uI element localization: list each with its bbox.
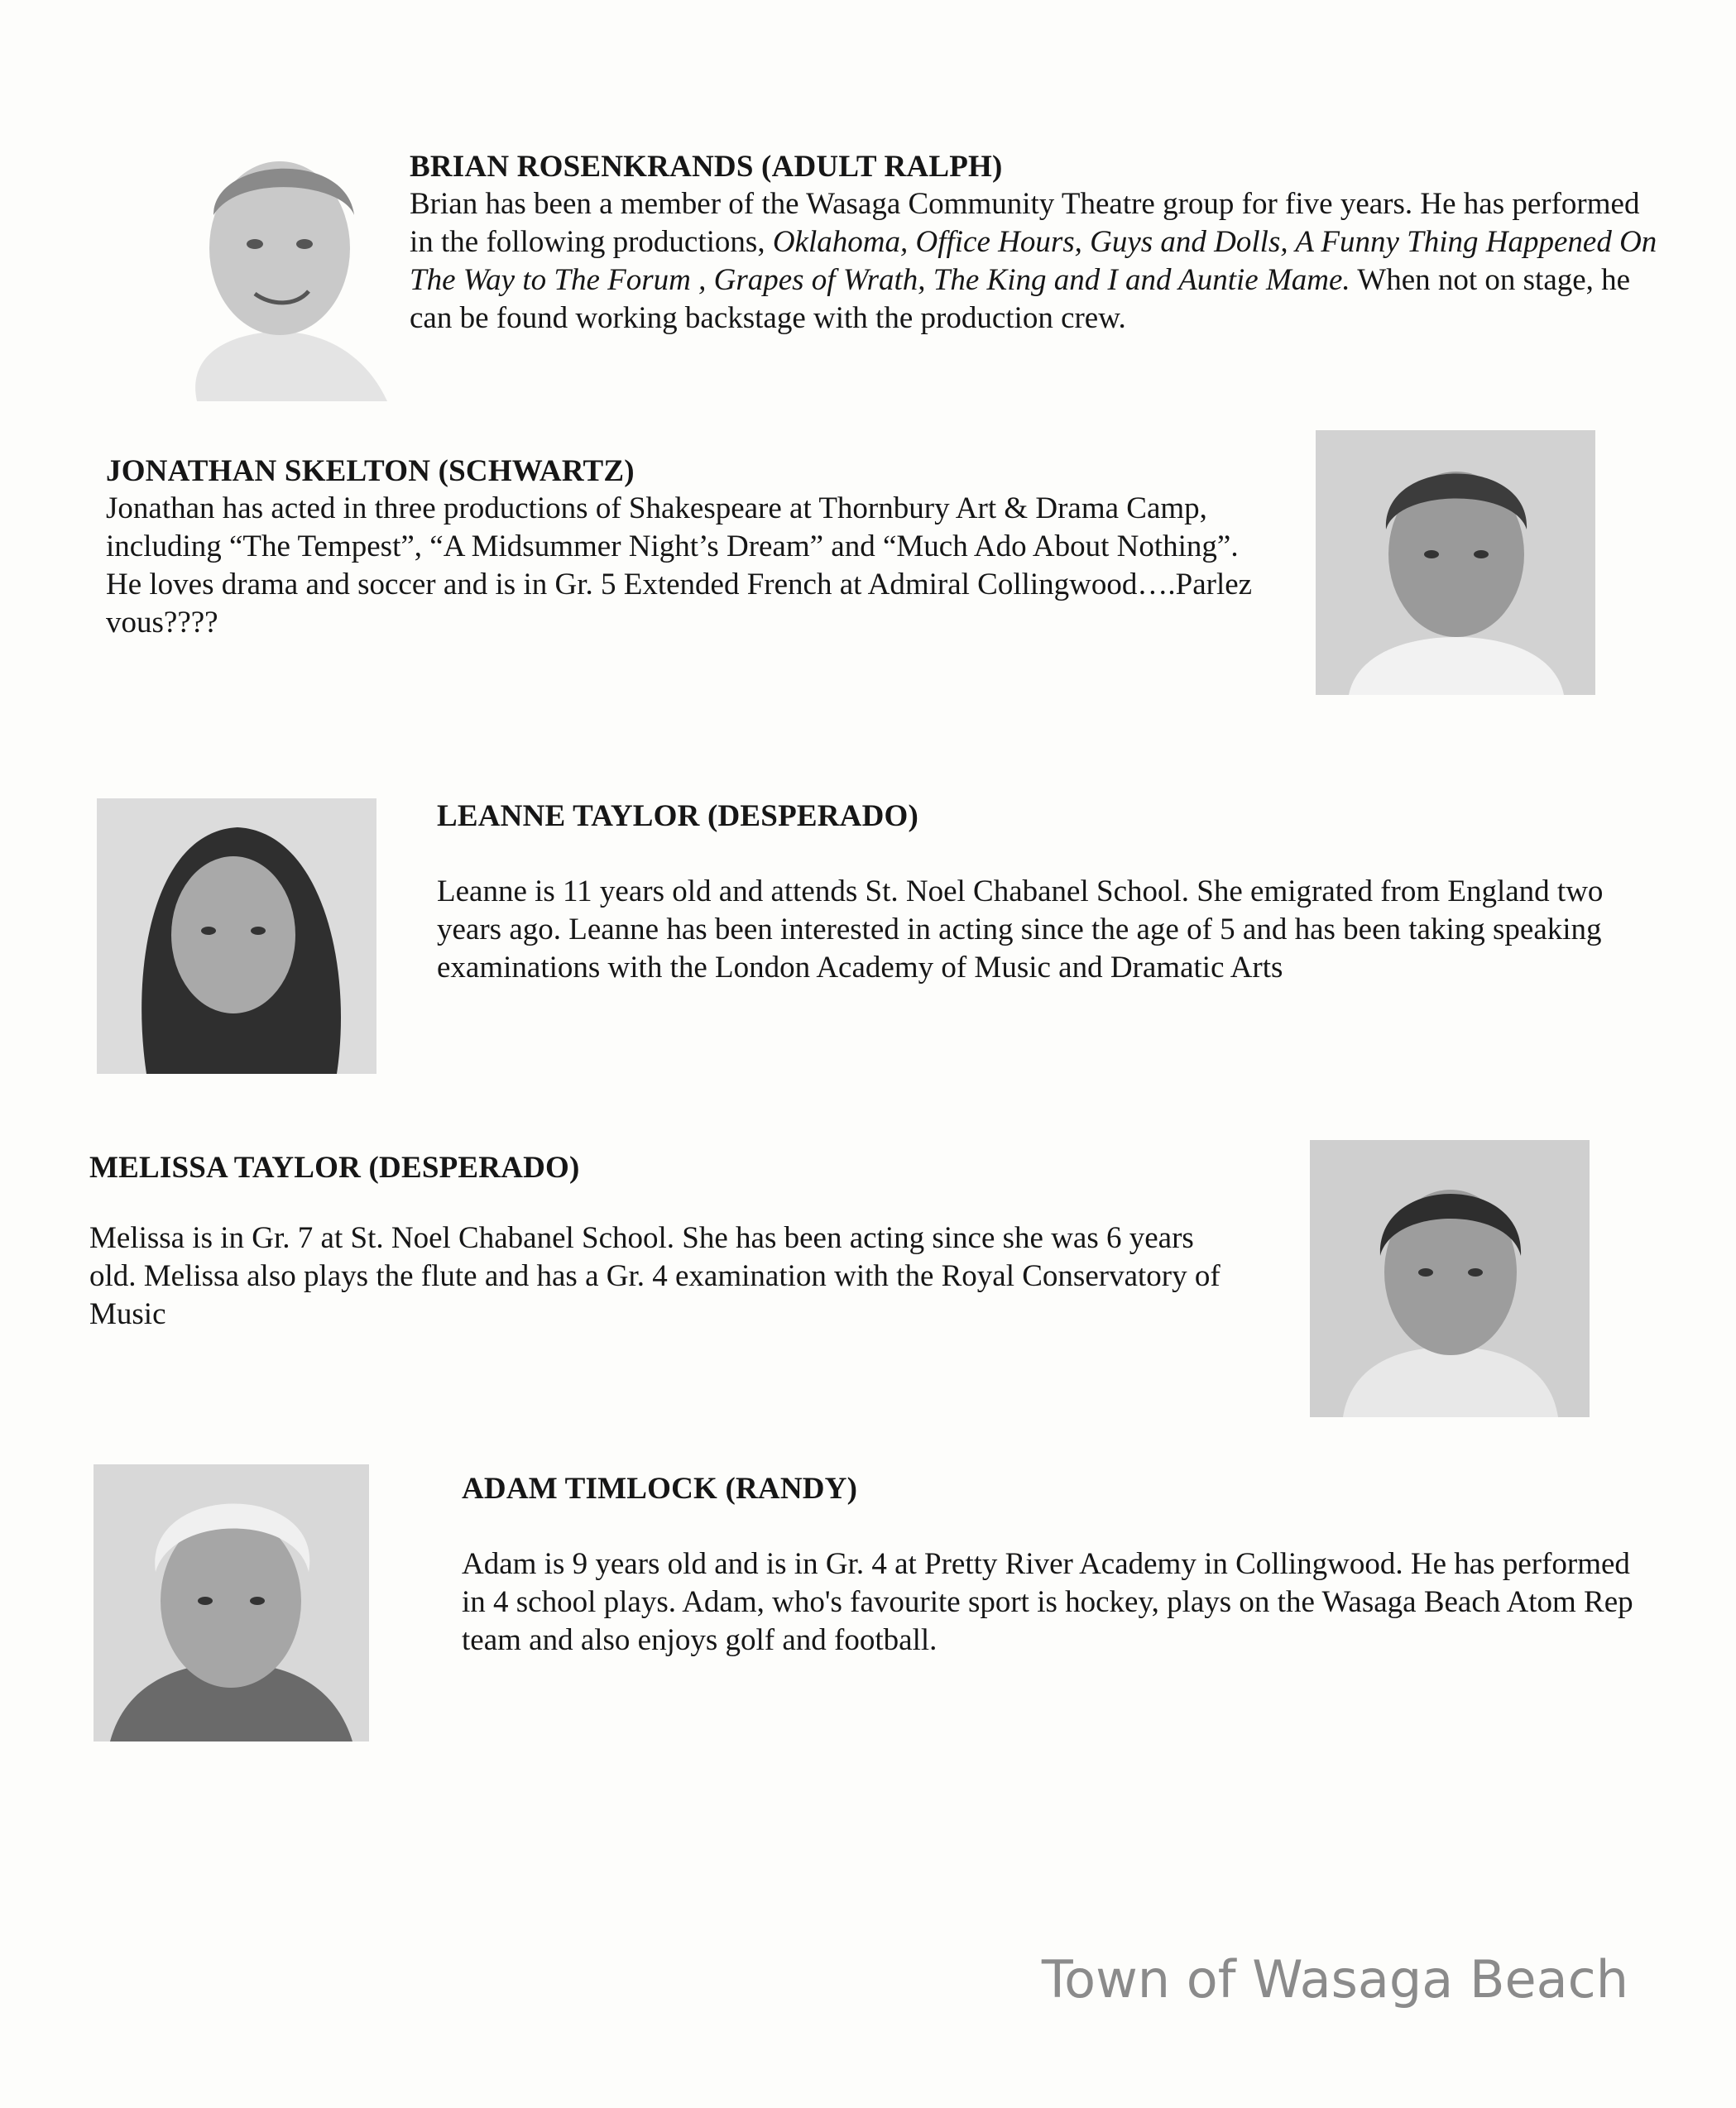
- photo-jonathan-skelton: [1316, 430, 1595, 695]
- cast-entry-leanne-taylor: [437, 798, 1612, 987]
- cast-bio: Adam is 9 years old and is in Gr. 4 at Pretty River Academy in Collingwood. He has performed in 4 school plays. Adam, who's favourite sport is hockey, plays on the Wasaga Beach Atom Rep team and also enjoys golf and football.: [462, 1547, 1633, 1658]
- cast-bio: Jonathan has acted in three productions of Shakespeare at Thornbury Art & Drama Camp, including “The Tempest”, “A Midsummer Night’s Dream” and “Much Ado About Nothing”. He loves drama and soccer and is in Gr. 5 Extended French at Admiral Collingwood….Parlez vous????: [106, 491, 1253, 640]
- cast-name: LEANNE TAYLOR (DESPERADO): [437, 799, 919, 833]
- portrait-silhouette: [97, 798, 376, 1074]
- photo-melissa-taylor: [1310, 1140, 1590, 1417]
- portrait-silhouette: [1316, 430, 1595, 695]
- cast-name: ADAM TIMLOCK (RANDY): [462, 1472, 858, 1506]
- portrait-silhouette: [164, 116, 396, 401]
- cast-entry-melissa-taylor: [89, 1150, 1248, 1334]
- cast-bio: Brian has been a member of the Wasaga Community Theatre group for five years. He has performed in the following productions, Oklahoma, Office Hours, Guys and Dolls, A Funny Thing Happened On The Way to The Forum , Grapes of Wrath, The King and I and Auntie Mame. When not on stage, he can be found working backstage with the production crew.: [410, 187, 1657, 336]
- cast-name: MELISSA TAYLOR (DESPERADO): [89, 1151, 580, 1185]
- cast-bio: Leanne is 11 years old and attends St. Noel Chabanel School. She emigrated from England two years ago. Leanne has been interested in acting since the age of 5 and has been taking speaking examinations with the London Academy of Music and Dramatic Arts: [437, 874, 1604, 985]
- cast-bio: Melissa is in Gr. 7 at St. Noel Chabanel School. She has been acting since she was 6 years old. Melissa also plays the flute and has a Gr. 4 examination with the Royal Conservatory of Music: [89, 1221, 1220, 1332]
- cast-entry-brian-rosenkrands: [410, 149, 1659, 338]
- photo-brian-rosenkrands: [164, 116, 396, 401]
- portrait-silhouette: [1310, 1140, 1590, 1417]
- cast-entry-jonathan-skelton: [106, 453, 1281, 642]
- photo-adam-timlock: [94, 1464, 369, 1741]
- cast-name: JONATHAN SKELTON (SCHWARTZ): [106, 454, 635, 488]
- portrait-silhouette: [94, 1464, 369, 1741]
- photo-leanne-taylor: [97, 798, 376, 1074]
- cast-entry-adam-timlock: [462, 1471, 1637, 1660]
- cast-name: BRIAN ROSENKRANDS (ADULT RALPH): [410, 150, 1003, 184]
- watermark: Town of Wasaga Beach: [1041, 1949, 1628, 2010]
